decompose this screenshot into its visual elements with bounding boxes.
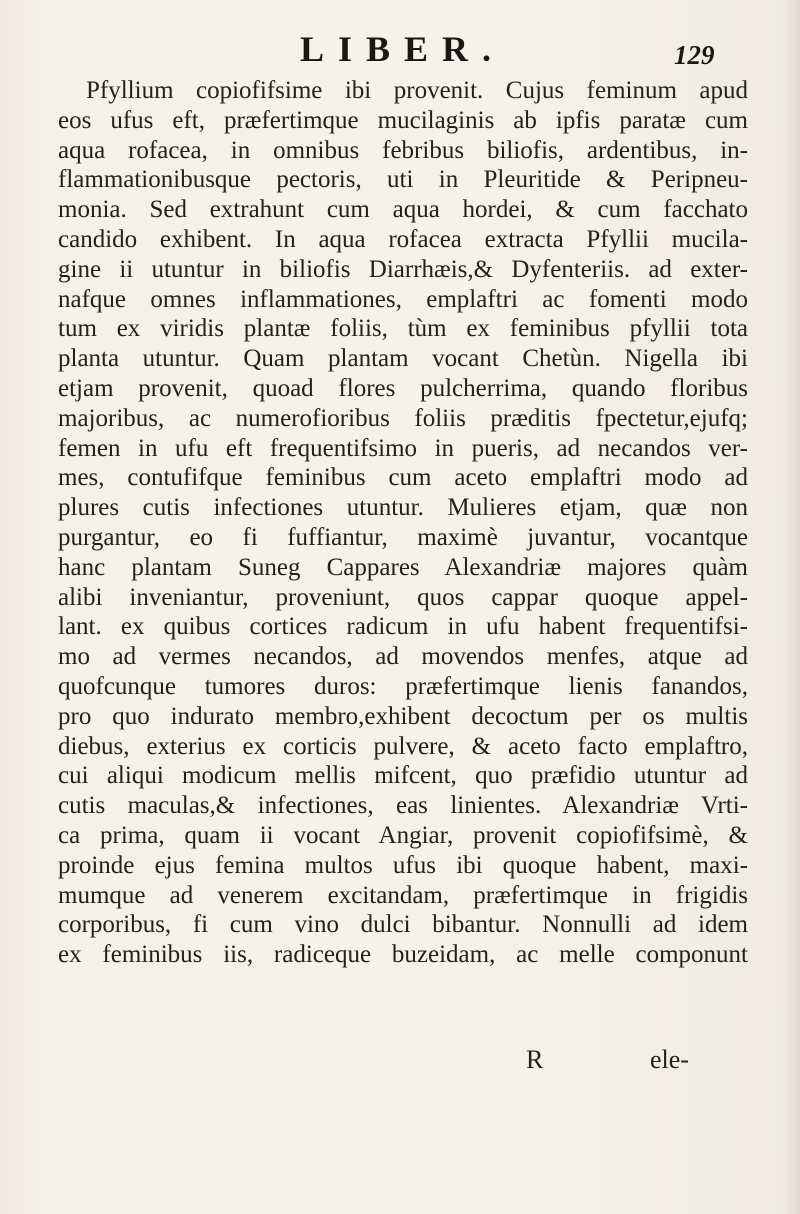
text-line: mumque ad venerem excitandam, præfertimque in frigidis	[58, 881, 748, 909]
text-line: nafque omnes inflammationes, emplaftri ac fomenti modo	[58, 285, 748, 313]
text-line: etjam provenit, quoad flores pulcherrima, quando floribus	[58, 374, 748, 402]
text-line: majoribus, ac numerofioribus foliis præditis fpectetur,ejufq;	[58, 404, 748, 432]
text-line: corporibus, fi cum vino dulci bibantur. Nonnulli ad idem	[58, 911, 748, 939]
text-line: flammationibusque pectoris, uti in Pleuritide & Peripneu-	[58, 166, 748, 194]
text-line: quofcunque tumores duros: præfertimque lienis fanandos,	[58, 672, 748, 700]
text-line: candido exhibent. In aqua rofacea extracta Pfyllii mucila-	[58, 225, 748, 253]
text-line: monia. Sed extrahunt cum aqua hordei, & cum facchato	[58, 196, 748, 224]
main-text-block	[58, 76, 748, 970]
text-line: lant. ex quibus cortices radicum in ufu habent frequentifsi-	[58, 613, 748, 641]
folio-number: 129	[674, 40, 715, 70]
text-line: cutis maculas,& infectiones, eas linientes. Alexandriæ Vrti-	[58, 792, 748, 820]
running-title: LIBER.	[300, 29, 506, 69]
text-line: tum ex viridis plantæ foliis, tùm ex feminibus pfyllii tota	[58, 315, 748, 343]
text-line: ex feminibus iis, radiceque buzeidam, ac melle componunt	[58, 941, 748, 969]
page-edge-shadow	[782, 0, 800, 1214]
signature-mark: R	[526, 1045, 544, 1074]
text-line: mes, contufifque feminibus cum aceto emplaftri modo ad	[58, 464, 748, 492]
text-line: planta utuntur. Quam plantam vocant Chetùn. Nigella ibi	[58, 345, 748, 373]
text-line: proinde ejus femina multos ufus ibi quoque habent, maxi-	[58, 851, 748, 879]
text-line: pro quo indurato membro,exhibent decoctum per os multis	[58, 702, 748, 730]
text-line: plures cutis infectiones utuntur. Mulieres etjam, quæ non	[58, 494, 748, 522]
text-line: purgantur, eo fi fuffiantur, maximè juvantur, vocantque	[58, 523, 748, 551]
catchword: ele-	[650, 1045, 689, 1074]
text-line: hanc plantam Suneg Cappares Alexandriæ majores quàm	[58, 553, 748, 581]
page-footer	[58, 1045, 748, 1081]
text-line: Pfyllium copiofifsime ibi provenit. Cujus feminum apud	[86, 77, 748, 104]
page-header	[0, 22, 800, 72]
text-line: eos ufus eft, præfertimque mucilaginis ab ipfis paratæ cum	[58, 106, 748, 134]
text-line: femen in ufu eft frequentifsimo in pueris, ad necandos ver-	[58, 434, 748, 462]
text-line: diebus, exterius ex corticis pulvere, & aceto facto emplaftro,	[58, 732, 748, 760]
text-line: aqua rofacea, in omnibus febribus biliofis, ardentibus, in-	[58, 136, 748, 164]
text-line: ca prima, quam ii vocant Angiar, provenit copiofifsimè, &	[58, 821, 748, 849]
text-line: cui aliqui modicum mellis mifcent, quo præfidio utuntur ad	[58, 762, 748, 790]
text-line: mo ad vermes necandos, ad movendos menfes, atque ad	[58, 643, 748, 671]
text-line: gine ii utuntur in biliofis Diarrhæis,& Dyfenteriis. ad exter-	[58, 255, 748, 283]
text-line: alibi inveniantur, proveniunt, quos cappar quoque appel-	[58, 583, 748, 611]
